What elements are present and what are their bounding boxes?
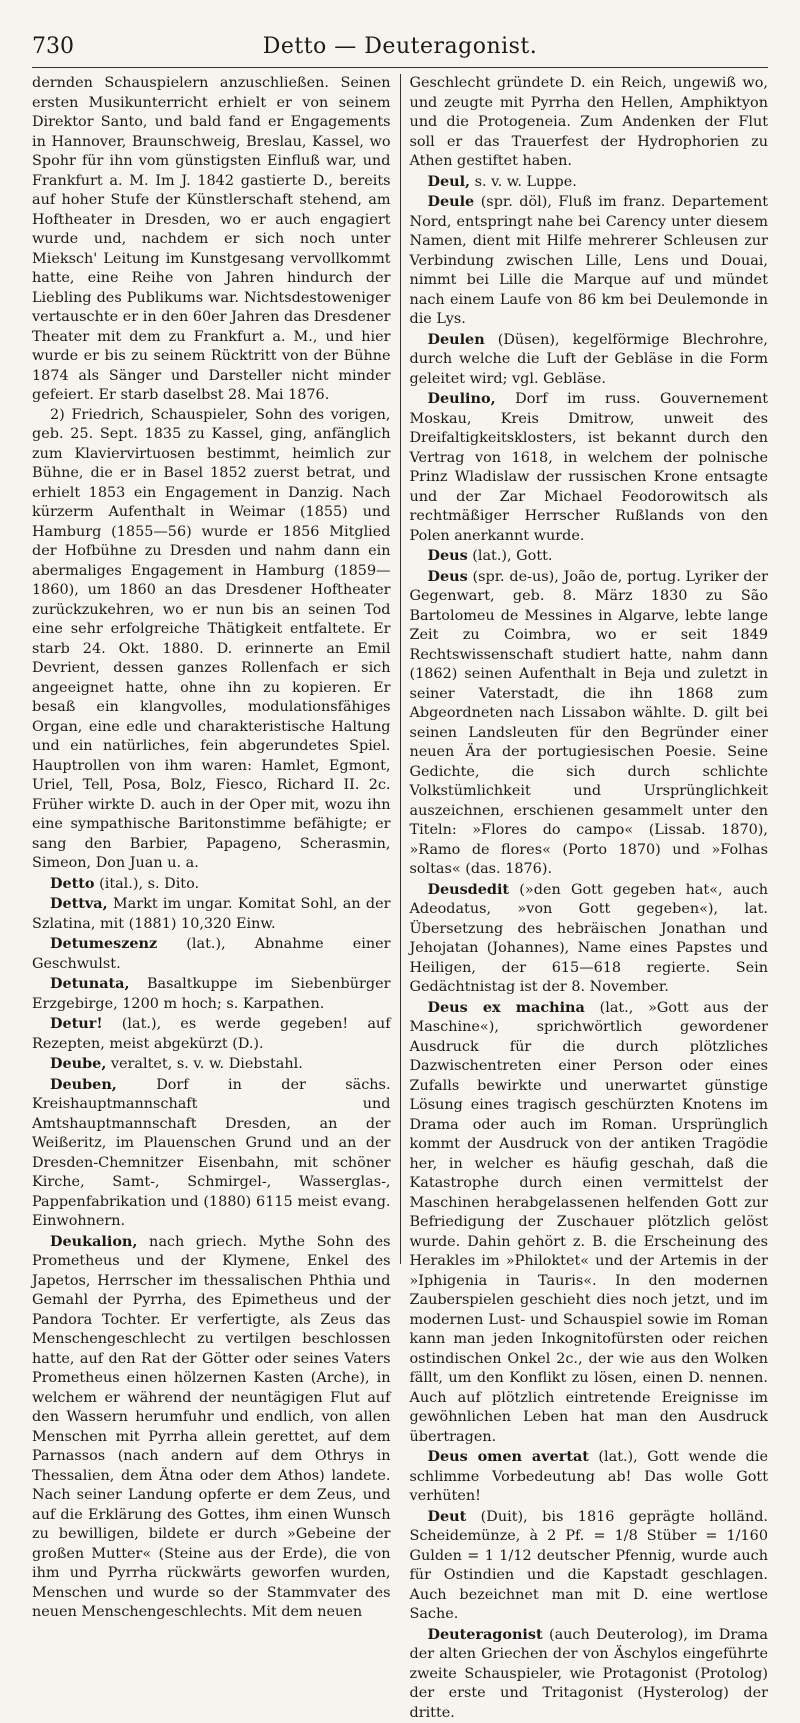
dictionary-entry	[32, 934, 391, 974]
entry-text: (spr. döl), Fluß im franz. Departement Nord, entspringt nahe bei Carency unter diesem Namen, dient mit Hilfe mehrerer Schleusen zur Verbindung zwischen Lille, Lens und Douai, nimmt bei Lille die Marque auf und mündet nach einem Laufe von 86 km bei Deulemonde in die Lys.	[409, 194, 768, 327]
dictionary-entry	[32, 1054, 391, 1075]
dictionary-entry	[32, 1014, 391, 1054]
left-column	[32, 74, 391, 1264]
entry-text: Dorf in der sächs. Kreishauptmannschaft und Amtshauptmannschaft Dresden, an der Weißeritz, im Plauenschen Grund und an der Dresden-Chemnitzer Eisenbahn, mit schöner Kirche, Samt-, Schmirgel-, Wasserglas-, Pappenfabrikation und (1880) 6115 meist evang. Einwohnern.	[32, 1077, 391, 1230]
entry-text: (lat.), Gott wende die schlimme Vorbedeutung ab! Das wolle Gott verhüten!	[409, 1449, 768, 1504]
entry-text: (»den Gott gegeben hat«, auch Adeodatus, »von Gott gegeben«), lat. Übersetzung des hebräischen Jonathan und Jehojatan (Johannes), Name eines Papstes und Heiligen, der 615—618 regierte. Sein Gedächtnistag ist der 8. November.	[409, 882, 768, 996]
running-title: Detto — Deuteragonist.	[24, 34, 776, 59]
entry-headword: Deukalion,	[50, 1233, 137, 1250]
entry-headword: Dettva,	[50, 895, 108, 912]
entry-headword: Deusdedit	[427, 881, 509, 898]
dictionary-entry	[409, 330, 768, 390]
entry-headword: Detur!	[50, 1015, 103, 1032]
entry-text: Basaltkuppe im Siebenbürger Erzgebirge, 1200 m hoch; s. Karpathen.	[32, 976, 391, 1012]
entry-text: (lat.), Abnahme einer Geschwulst.	[32, 936, 391, 972]
entry-headword: Deut	[427, 1508, 466, 1525]
entry-text: (Duit), bis 1816 geprägte holländ. Scheidemünze, à 2 Pf. = 1/8 Stüber = 1/160 Gulden = 1 1/12 deutscher Pfennig, wurde auch für Ostindien und die Kapstadt geschlagen. Auch bezeichnet man mit D. eine wertlose Sache.	[409, 1509, 768, 1623]
column-divider	[400, 74, 401, 1264]
entry-text: (lat.), Gott.	[468, 548, 553, 564]
entry-headword: Deus	[427, 547, 467, 564]
entry-headword: Deus	[427, 568, 467, 585]
entry-text: (spr. de-us), João de, portug. Lyriker der Gegenwart, geb. 8. März 1830 zu São Bartolomeu de Messines in Algarve, lebte lange Zeit zu Coimbra, wo er seit 1849 Rechtswissenschaft studiert hatte, nahm dann (1862) seinen Aufenthalt in Beja und zuletzt in seiner Vaterstadt, die ihn 1868 zum Abgeordneten nach Lissabon wählte. D. gilt bei seinen Landsleuten für den Begründer einer neuen Ära der portugiesischen Poesie. Seine Gedichte, die sich durch schlichte Volkstümlichkeit und Ursprünglichkeit auszeichnen, erschienen gesammelt unter den Titeln: »Flores do campo« (Lissab. 1870), »Ramo de flores« (Porto 1870) und »Folhas soltas« (das. 1876).	[409, 569, 768, 878]
dictionary-entry	[32, 894, 391, 934]
dictionary-entry	[32, 1232, 391, 1623]
entry-headword: Deuben,	[50, 1076, 117, 1093]
entry-headword: Deulen	[427, 331, 484, 348]
dictionary-entry	[32, 406, 391, 874]
right-column	[409, 74, 768, 1264]
dictionary-entry	[409, 389, 768, 546]
dictionary-entry	[409, 74, 768, 172]
dictionary-entry	[409, 1507, 768, 1625]
entry-text: s. v. w. Luppe.	[470, 174, 577, 190]
dictionary-entry	[32, 874, 391, 895]
entry-headword: Deube,	[50, 1055, 106, 1072]
entry-text: Geschlecht gründete D. ein Reich, ungewiß wo, und zeugte mit Pyrrha den Hellen, Amphiktyon und die Protogeneia. Zum Andenken der Flut soll er das Trauerfest der Hydrophorien zu Athen gestiftet haben.	[409, 75, 768, 169]
entry-text: (auch Deuterolog), im Drama der alten Griechen der von Äschylos eingeführte zweite Schauspieler, wie Protagonist (Protolog) der erste und Tritagonist (Hysterolog) der dritte.	[409, 1627, 768, 1721]
dictionary-entry	[409, 546, 768, 567]
entry-text: Dorf im russ. Gouvernement Moskau, Kreis Dmitrow, unweit des Dreifaltigkeitsklosters, ist bekannt durch den Vertrag von 1618, in welchem der polnische Prinz Wladislaw der russischen Krone entsagte und der Zar Michael Feodorowitsch als rechtmäßiger Herrscher Rußlands von den Polen anerkannt wurde.	[409, 391, 768, 544]
entry-text: (lat.), es werde gegeben! auf Rezepten, meist abgekürzt (D.).	[32, 1016, 391, 1052]
dictionary-entry	[409, 1625, 768, 1723]
entry-text: dernden Schauspielern anzuschließen. Seinen ersten Musikunterricht erhielt er von seinem Direktor Santo, und bald fand er Engagements in Hannover, Braunschweig, Breslau, Kassel, wo Spohr für ihn vom günstigsten Einfluß war, und Frankfurt a. M. Im J. 1842 gastierte D., bereits auf hoher Stufe der Künstlerschaft stehend, am Hoftheater in Dresden, wo er auch engagiert wurde und, nachdem er sich noch unter Mieksch' Leitung im Kunstgesang vervollkommt hatte, eine Reihe von Jahren hindurch der Liebling des Publikums war. Nichtsdestoweniger vertauschte er in den 60er Jahren das Dresdener Theater mit dem zu Frankfurt a. M., und hier wurde er bis zu seinem Rücktritt von der Bühne 1874 als Sänger und Darsteller nicht minder gefeiert. Er starb daselbst 28. Mai 1876.	[32, 75, 391, 403]
entry-text: 2) Friedrich, Schauspieler, Sohn des vorigen, geb. 25. Sept. 1835 zu Kassel, ging, anfänglich zum Klaviervirtuosen bestimmt, heimlich zur Bühne, die er in Basel 1852 zuerst betrat, und erhielt 1853 ein Engagement in Danzig. Nach kürzerm Aufenthalt in Weimar (1855) und Hamburg (1855—56) wurde er 1856 Mitglied der Hofbühne zu Dresden und nahm dann ein abermaliges Engagement in Hamburg (1859—1860), um 1860 an das Dresdener Hoftheater zurückzukehren, wo er nun bis an seinen Tod eine sehr erfolgreiche Thätigkeit entfaltete. Er starb 24. Okt. 1880. D. erinnerte an Emil Devrient, dessen ganzes Rollenfach er sich angeeignet hatte, ohne ihn zu kopieren. Er besaß ein klangvolles, modulationsfähiges Organ, eine edle und charakteristische Haltung und ein natürliches, fein abgerundetes Spiel. Hauptrollen von ihm waren: Hamlet, Egmont, Uriel, Tell, Posa, Bolz, Fiesco, Richard II. 2c. Früher wirkte D. auch in der Oper mit, wozu ihn eine sympathische Baritonstimme befähigte; er sang den Barbier, Papageno, Scherasmin, Simeon, Don Juan u. a.	[32, 407, 391, 872]
page-header	[24, 24, 776, 68]
entry-text: (lat., »Gott aus der Maschine«), sprichwörtlich gewordener Ausdruck für die durch plötzliches Dazwischentreten einer Person oder eines Zufalls bewirkte und unerwartet günstige Lösung eines tragisch geschürzten Knotens im Drama oder auch im Roman. Ursprünglich kommt der Ausdruck von der antiken Tragödie her, in welcher es häufig geschah, daß die Katastrophe durch einen vermittelst der Maschinen herabgelassenen helfenden Gott zur Befriedigung der Zuschauer plötzlich gelöst wurde. Dahin gehört z. B. die Erscheinung des Herakles im »Philoktet« und der Artemis in der »Iphigenia in Tauris«. In den modernen Zauberspielen geschieht dies noch jetzt, und im modernen Lust- und Schauspiel sowie im Roman kann man jeden Inkognitofürsten oder reichen ostindischen Onkel 2c., der wie aus den Wolken fällt, um den Konflikt zu lösen, einen D. nennen. Auch auf plötzlich eintretende Ereignisse im gewöhnlichen Leben hat man den Ausdruck übertragen.	[409, 1000, 768, 1445]
entry-text: Markt im ungar. Komitat Sohl, an der Szlatina, mit (1881) 10,320 Einw.	[32, 896, 391, 932]
entry-text: veraltet, s. v. w. Diebstahl.	[106, 1056, 302, 1072]
dictionary-entry	[409, 567, 768, 880]
entry-headword: Deulino,	[427, 390, 495, 407]
dictionary-entry	[409, 192, 768, 330]
entry-headword: Detto	[50, 875, 95, 892]
entry-headword: Deule	[427, 193, 474, 210]
entry-text: nach griech. Mythe Sohn des Prometheus und der Klymene, Enkel des Japetos, Herrscher im thessalischen Phthia und Gemahl der Pyrrha, des Epimetheus und der Pandora Tochter. Er verfertigte, als Zeus das Menschengeschlecht zu vertilgen beschlossen hatte, auf den Rat der Götter oder seines Vaters Prometheus einen hölzernen Kasten (Arche), in welchem er während der neuntägigen Flut auf den Wassern herumfuhr und endlich, von allen Menschen mit Pyrrha allein gerettet, auf dem Parnassos (nach andern auf dem Othrys in Thessalien, dem Ätna oder dem Athos) landete. Nach seiner Landung opferte er dem Zeus, und auf die Erklärung des Gottes, ihm einen Wunsch zu bewilligen, bildete er durch »Gebeine der großen Mutter« (Steine aus der Erde), die von ihm und Pyrrha rückwärts geworfen wurden, Menschen und wurde so der Stammvater des neuen Menschengeschlechts. Mit dem neuen	[32, 1234, 391, 1621]
entry-headword: Deul,	[427, 173, 470, 190]
entry-headword: Deuteragonist	[427, 1626, 542, 1643]
entry-headword: Detumeszenz	[50, 935, 157, 952]
dictionary-entry	[409, 172, 768, 193]
text-columns	[24, 74, 776, 1264]
entry-headword: Deus ex machina	[427, 999, 584, 1016]
dictionary-entry	[409, 1447, 768, 1507]
entry-headword: Deus omen avertat	[427, 1448, 588, 1465]
header-rule	[32, 67, 768, 68]
entry-text: (ital.), s. Dito.	[95, 876, 200, 892]
page-number: 730	[32, 34, 74, 59]
dictionary-entry	[409, 998, 768, 1448]
dictionary-entry	[32, 974, 391, 1014]
entry-headword: Detunata,	[50, 975, 130, 992]
entry-text: (Düsen), kegelförmige Blechrohre, durch welche die Luft der Gebläse in die Form geleitet wird; vgl. Gebläse.	[409, 332, 768, 387]
dictionary-entry	[409, 880, 768, 998]
dictionary-entry	[32, 1075, 391, 1232]
dictionary-entry	[32, 74, 391, 406]
